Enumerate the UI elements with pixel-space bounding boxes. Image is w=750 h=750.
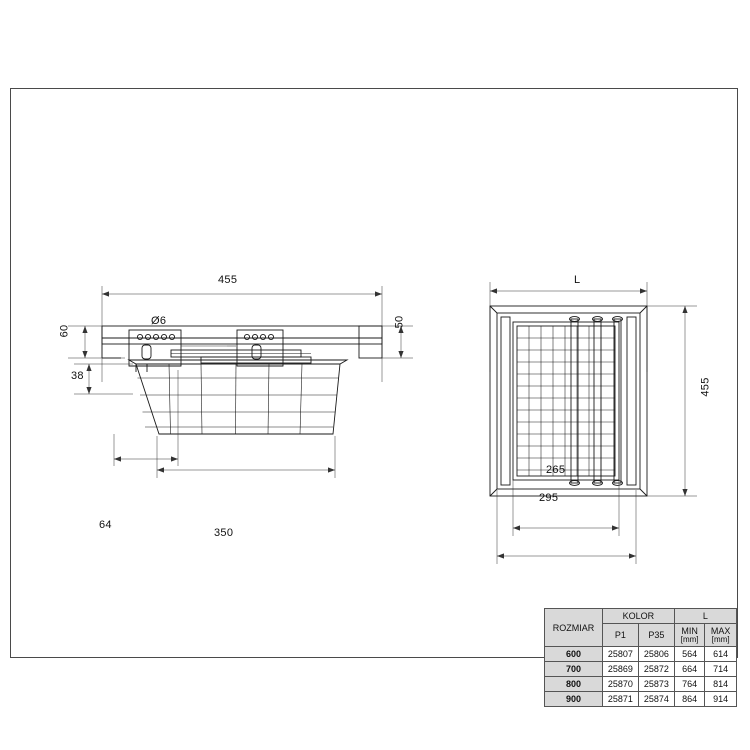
cell-p35: 25806 [638, 647, 674, 662]
table-header-l: L [674, 609, 736, 624]
dim-350-label: 350 [214, 527, 234, 539]
cell-rozmiar: 900 [545, 692, 603, 707]
dim-64-label: 64 [99, 519, 112, 531]
table-row [545, 662, 737, 677]
table-header-min-unit: [mm] [680, 635, 699, 644]
cell-p1: 25870 [602, 677, 638, 692]
cell-p1: 25871 [602, 692, 638, 707]
cell-p35: 25874 [638, 692, 674, 707]
dim-455-label: 455 [218, 274, 238, 286]
table-header-p35: P35 [638, 624, 674, 647]
dim-265-label: 265 [546, 464, 566, 476]
cell-max: 914 [705, 692, 737, 707]
table-header-rozmiar: ROZMIAR [545, 609, 603, 647]
top-plan-view [451, 264, 711, 594]
table-header-max-unit: [mm] [711, 635, 730, 644]
dim-50-label: 50 [393, 315, 406, 329]
table-header-kolor: KOLOR [602, 609, 674, 624]
cell-min: 564 [674, 647, 704, 662]
table-row [545, 692, 737, 707]
dim-455-top-label: 455 [699, 377, 712, 397]
cell-p35: 25873 [638, 677, 674, 692]
table-header-row-1 [545, 609, 737, 624]
table-header-max [705, 624, 737, 647]
table-header-min [674, 624, 704, 647]
cell-rozmiar: 600 [545, 647, 603, 662]
dim-38-label: 38 [71, 370, 84, 382]
cell-min: 764 [674, 677, 704, 692]
cell-min: 864 [674, 692, 704, 707]
cell-p1: 25807 [602, 647, 638, 662]
cell-rozmiar: 700 [545, 662, 603, 677]
dim-diameter-6-label: Ø6 [151, 315, 167, 327]
table-row [545, 677, 737, 692]
cell-max: 614 [705, 647, 737, 662]
table-header-max-text: MAX [710, 626, 731, 636]
table-header-p1: P1 [602, 624, 638, 647]
table-row [545, 647, 737, 662]
drawing-sheet [10, 88, 738, 705]
dim-L-label: L [574, 274, 581, 286]
cell-min: 664 [674, 662, 704, 677]
cell-p35: 25872 [638, 662, 674, 677]
cell-p1: 25869 [602, 662, 638, 677]
dim-60-label: 60 [58, 324, 71, 338]
cell-max: 814 [705, 677, 737, 692]
cell-rozmiar: 800 [545, 677, 603, 692]
dim-295-label: 295 [539, 492, 559, 504]
cell-max: 714 [705, 662, 737, 677]
table-header-min-text: MIN [681, 626, 698, 636]
spec-table [544, 608, 737, 707]
